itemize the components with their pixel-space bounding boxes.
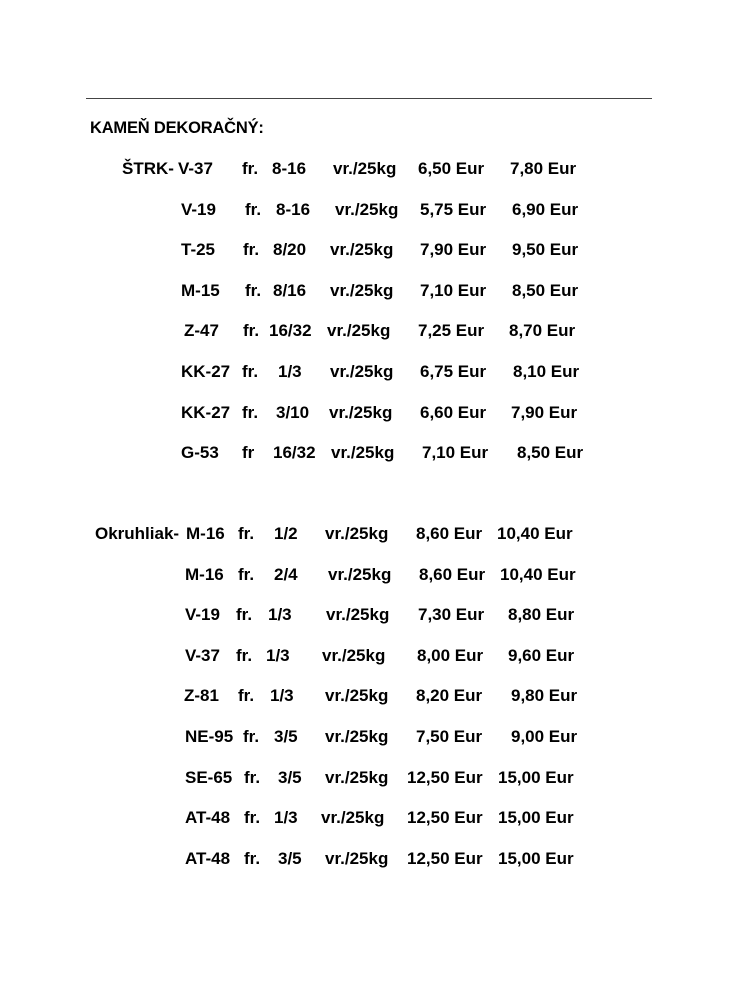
item-fr: fr. xyxy=(244,848,261,868)
item-price1: 6,50 Eur xyxy=(418,159,485,178)
item-unit: vr./25kg xyxy=(329,402,393,422)
item-code: AT-48 xyxy=(185,808,231,828)
item-code: M-15 xyxy=(181,280,220,300)
item-fr: fr. xyxy=(245,280,262,300)
item-unit: vr./25kg xyxy=(322,645,386,665)
list-item xyxy=(0,645,740,667)
item-unit: vr./25kg xyxy=(325,767,389,787)
item-price1: 7,10 Eur xyxy=(420,280,487,300)
list-item xyxy=(0,807,740,829)
item-price1: 5,75 Eur xyxy=(420,199,487,219)
item-code: V-19 xyxy=(185,605,220,625)
item-unit: vr./25kg xyxy=(325,727,389,746)
item-price2: 15,00 Eur xyxy=(498,767,574,787)
item-fr: fr. xyxy=(243,321,260,341)
item-price1: 7,90 Eur xyxy=(420,240,487,260)
item-price2: 6,90 Eur xyxy=(512,199,579,219)
item-size: 8/20 xyxy=(273,240,307,260)
item-price1: 7,50 Eur xyxy=(416,727,483,746)
item-price2: 8,80 Eur xyxy=(508,605,575,625)
item-unit: vr./25kg xyxy=(321,808,385,828)
item-code: T-25 xyxy=(181,240,216,260)
item-price2: 8,10 Eur xyxy=(513,362,580,381)
item-size: 1/3 xyxy=(274,808,298,828)
item-unit: vr./25kg xyxy=(325,686,389,706)
list-item xyxy=(0,685,740,707)
list-item xyxy=(0,604,740,626)
item-size: 8-16 xyxy=(272,159,307,178)
item-unit: vr./25kg xyxy=(330,240,394,260)
item-unit: vr./25kg xyxy=(328,564,392,584)
item-price2: 9,80 Eur xyxy=(511,686,578,706)
item-size: 16/32 xyxy=(273,443,316,463)
list-item xyxy=(0,280,740,302)
item-fr: fr. xyxy=(238,564,255,584)
item-price1: 7,10 Eur xyxy=(422,443,489,463)
item-unit: vr./25kg xyxy=(326,605,390,625)
item-unit: vr./25kg xyxy=(325,848,389,868)
item-code: KK-27 xyxy=(181,362,231,381)
item-size: 8/16 xyxy=(273,280,307,300)
item-size: 1/3 xyxy=(266,645,290,665)
item-price1: 6,60 Eur xyxy=(420,402,487,422)
item-price2: 8,50 Eur xyxy=(517,443,584,463)
item-unit: vr./25kg xyxy=(325,524,389,543)
item-fr: fr. xyxy=(242,402,259,422)
item-price1: 7,25 Eur xyxy=(418,321,485,341)
item-size: 1/3 xyxy=(278,362,302,381)
item-price1: 6,75 Eur xyxy=(420,362,487,381)
item-fr: fr. xyxy=(245,199,262,219)
item-size: 1/3 xyxy=(270,686,294,706)
item-unit: vr./25kg xyxy=(335,199,399,219)
item-code: V-37 xyxy=(178,159,213,178)
item-fr: fr. xyxy=(243,727,260,746)
list-item xyxy=(0,848,740,870)
item-price2: 15,00 Eur xyxy=(498,848,574,868)
item-unit: vr./25kg xyxy=(333,159,397,178)
item-code: Z-47 xyxy=(184,321,219,341)
item-fr: fr. xyxy=(244,767,261,787)
item-size: 16/32 xyxy=(269,321,312,341)
list-item xyxy=(0,402,740,424)
item-code: G-53 xyxy=(181,443,219,463)
item-price2: 8,70 Eur xyxy=(509,321,576,341)
item-price2: 9,60 Eur xyxy=(508,645,575,665)
item-fr: fr. xyxy=(238,524,255,543)
item-unit: vr./25kg xyxy=(327,321,391,341)
item-size: 8-16 xyxy=(276,199,311,219)
item-price2: 7,90 Eur xyxy=(511,402,578,422)
item-price2: 7,80 Eur xyxy=(510,159,577,178)
item-fr: fr. xyxy=(243,240,260,260)
item-price1: 12,50 Eur xyxy=(407,808,483,828)
item-size: 1/2 xyxy=(274,524,298,543)
item-code: M-16 xyxy=(186,524,225,543)
item-price2: 10,40 Eur xyxy=(500,564,576,584)
item-price1: 8,00 Eur xyxy=(417,645,484,665)
item-code: KK-27 xyxy=(181,402,231,422)
item-code: AT-48 xyxy=(185,848,231,868)
list-item xyxy=(0,239,740,261)
item-code: M-16 xyxy=(185,564,224,584)
group-label: ŠTRK- xyxy=(122,159,174,178)
item-fr: fr xyxy=(242,443,255,463)
list-item xyxy=(0,767,740,789)
item-price1: 12,50 Eur xyxy=(407,848,483,868)
list-item xyxy=(0,564,740,586)
item-price1: 7,30 Eur xyxy=(418,605,485,625)
item-fr: fr. xyxy=(244,808,261,828)
list-item xyxy=(0,199,740,221)
item-price1: 8,20 Eur xyxy=(416,686,483,706)
list-item xyxy=(0,726,740,748)
item-fr: fr. xyxy=(242,362,259,381)
item-code: SE-65 xyxy=(185,767,233,787)
group-label: Okruhliak- xyxy=(95,524,180,543)
list-item xyxy=(0,320,740,342)
item-size: 3/5 xyxy=(278,767,302,787)
item-price1: 12,50 Eur xyxy=(407,767,483,787)
item-price2: 15,00 Eur xyxy=(498,808,574,828)
item-fr: fr. xyxy=(236,645,253,665)
item-unit: vr./25kg xyxy=(330,362,394,381)
top-divider xyxy=(86,98,652,99)
page-title: KAMEŇ DEKORAČNÝ: xyxy=(90,119,264,137)
item-code: V-37 xyxy=(185,645,220,665)
item-price2: 8,50 Eur xyxy=(512,280,579,300)
list-item xyxy=(0,442,740,464)
item-size: 3/5 xyxy=(278,848,302,868)
item-size: 1/3 xyxy=(268,605,292,625)
list-item xyxy=(0,523,740,545)
item-price2: 10,40 Eur xyxy=(497,524,573,543)
list-item xyxy=(0,158,740,180)
list-item xyxy=(0,361,740,383)
item-fr: fr. xyxy=(238,686,255,706)
item-code: V-19 xyxy=(181,199,216,219)
item-unit: vr./25kg xyxy=(330,280,394,300)
item-fr: fr. xyxy=(242,159,259,178)
item-code: Z-81 xyxy=(184,686,219,706)
item-price1: 8,60 Eur xyxy=(416,524,483,543)
item-unit: vr./25kg xyxy=(331,443,395,463)
item-price1: 8,60 Eur xyxy=(419,564,486,584)
item-size: 3/5 xyxy=(274,727,298,746)
item-code: NE-95 xyxy=(185,727,234,746)
item-price2: 9,50 Eur xyxy=(512,240,579,260)
item-price2: 9,00 Eur xyxy=(511,727,578,746)
item-size: 2/4 xyxy=(274,564,298,584)
item-size: 3/10 xyxy=(276,402,310,422)
item-fr: fr. xyxy=(236,605,253,625)
